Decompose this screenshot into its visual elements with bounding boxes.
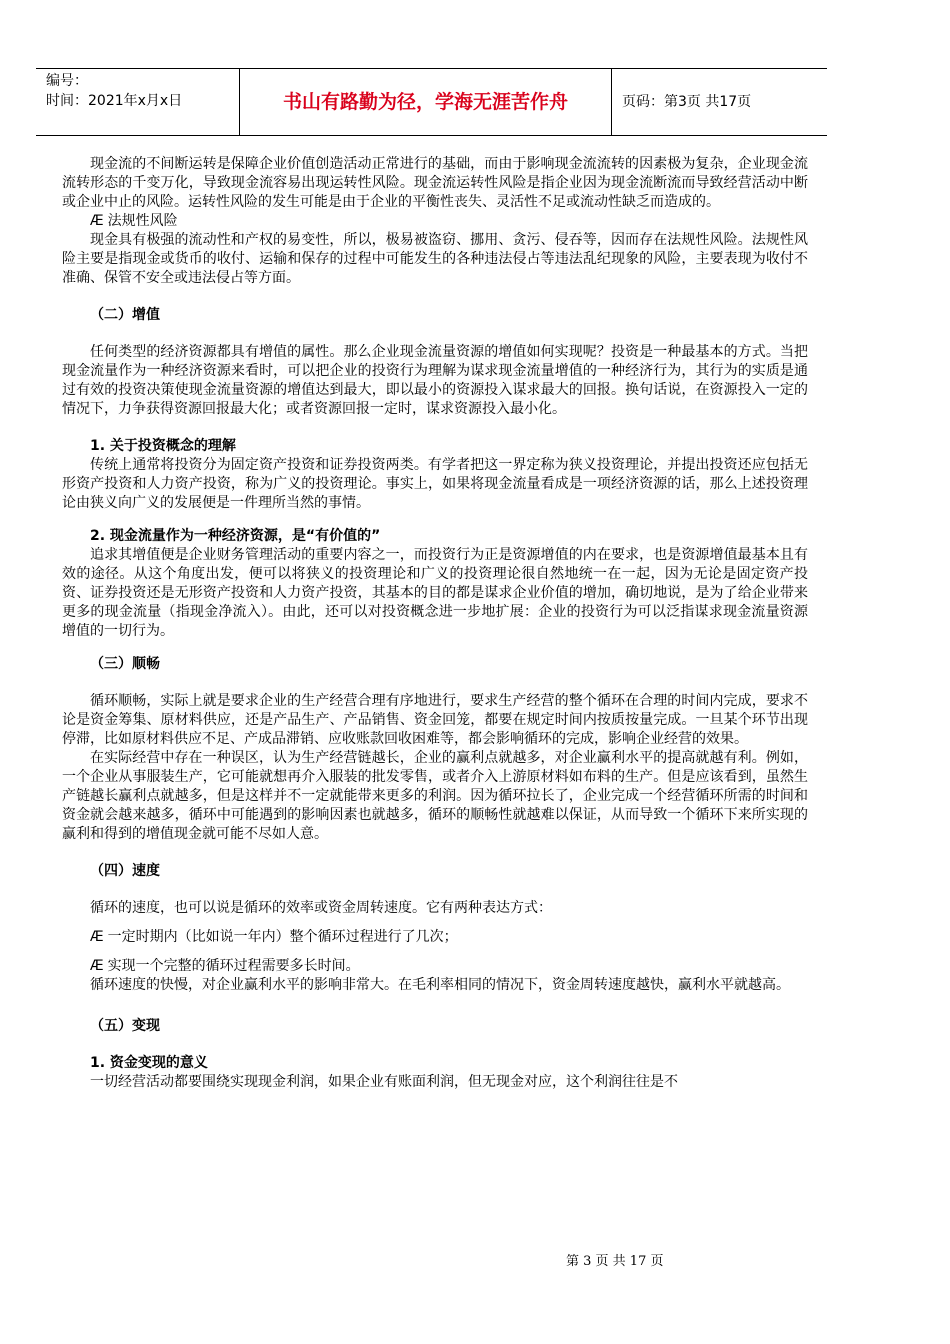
bullet-item [62,212,808,231]
bullet-text: 一定时期内（比如说一年内）整个循环过程进行了几次； [107,929,458,945]
subsection-heading: 1. 关于投资概念的理解 [90,438,236,454]
bullet-icon: Æ [90,929,104,945]
paragraph: 现金具有极强的流动性和产权的易变性，所以，极易被盗窃、挪用、贪污、侵吞等，因而存在法规性风险。法规性风险主要是指现金或货币的收付、运输和保存的过程中可能发生的各种违法侵占等违法乱纪现象的风险，主要表现为收付不准确、保管不安全或违法侵占等方面。 [62,232,808,286]
paragraph: 现金流的不间断运转是保障企业价值创造活动正常进行的基础，而由于影响现金流流转的因素极为复杂，企业现金流流转形态的千变万化，导致现金流容易出现运转性风险。现金流运转性风险是指企业因为现金流断流而导致经营活动中断或企业中止的风险。运转性风险的发生可能是由于企业的平衡性丧失、灵活性不足或流动性缺乏而造成的。 [62,156,808,210]
bullet-item [62,957,808,976]
paragraph: 循环顺畅，实际上就是要求企业的生产经营合理有序地进行，要求生产经营的整个循环在合理的时间内完成，要求不论是资金筹集、原材料供应，还是产品生产、产品销售、资金回笼，都要在规定时间内按质按量完成。一旦某个环节出现停滞，比如原材料供应不足、产成品滞销、应收账款回收困难等，都会影响循环的完成，影响企业经营的效果。 [62,693,808,747]
paragraph: 追求其增值便是企业财务管理活动的重要内容之一，而投资行为正是资源增值的内在要求，也是资源增值最基本且有效的途径。从这个角度出发，便可以将狭义的投资理论和广义的投资理论很自然地统一在一起，因为无论是固定资产投资、证券投资还是无形资产投资和人力资产投资，其基本的目的都是谋求企业价值的增加，确切地说，是为了给企业带来更多的现金流量（指现金净流入）。由此，还可以对投资概念进一步地扩展：企业的投资行为可以泛指谋求现金流量资源增值的一切行为。 [62,547,808,639]
bullet-item [62,928,808,947]
header-meta [36,69,240,135]
subsection-heading: 2. 现金流量作为一种经济资源，是“有价值的” [90,528,381,544]
paragraph: 任何类型的经济资源都具有增值的属性。那么企业现金流量资源的增值如何实现呢？投资是一种最基本的方式。当把现金流量作为一种经济资源来看时，可以把企业的投资行为理解为谋求现金流量增值的一种经济行为，其行为的实质是通过有效的投资决策使现金流量资源的增值达到最大，即以最小的资源投入谋求最大的回报。换句话说，在资源投入一定的情况下，力争获得资源回报最大化；或者资源回报一定时，谋求资源投入最小化。 [62,344,808,417]
paragraph: 在实际经营中存在一种误区，认为生产经营链越长，企业的赢利点就越多，对企业赢利水平的提高就越有利。例如，一个企业从事服装生产，它可能就想再介入服装的批发零售，或者介入上游原材料如布料的生产。但是应该看到，虽然生产链越长赢利点就越多，但是这样并不一定就能带来更多的利润。因为循环拉长了，企业完成一个经营循环所需的时间和资金就会越来越多，循环中可能遇到的影响因素也就越多，循环的顺畅性就越难以保证，从而导致一个循环下来所实现的赢利和得到的增值现金就可能不尽如人意。 [62,750,808,842]
document-body [62,155,808,1092]
header-motto: 书山有路勤为径，学海无涯苦作舟 [240,69,612,135]
section-heading: （五）变现 [90,1018,160,1034]
number-label: 编号： [46,73,88,89]
page-header [36,68,827,136]
bullet-icon: Æ [90,213,104,229]
subsection-heading: 1. 资金变现的意义 [90,1055,208,1071]
paragraph: 一切经营活动都要围绕实现现金利润，如果企业有账面利润，但无现金对应，这个利润往往是不 [90,1074,678,1090]
section-heading: （三）顺畅 [90,656,160,672]
bullet-icon: Æ [90,958,104,974]
paragraph: 循环速度的快慢，对企业赢利水平的影响非常大。在毛利率相同的情况下，资金周转速度越快，赢利水平就越高。 [90,977,790,993]
paragraph: 循环的速度，也可以说是循环的效率或资金周转速度。它有两种表达方式： [90,900,552,916]
section-heading: （四）速度 [90,863,160,879]
header-page-label: 页码：第3页 共17页 [622,94,752,110]
bullet-text: 实现一个完整的循环过程需要多长时间。 [107,958,360,974]
bullet-text: 法规性风险 [107,213,178,229]
time-label: 时间：2021年x月x日 [46,93,183,109]
paragraph: 传统上通常将投资分为固定资产投资和证券投资两类。有学者把这一界定称为狭义投资理论，并提出投资还应包括无形资产投资和人力资产投资，称为广义的投资理论。事实上，如果将现金流量看成是一项经济资源的话，那么上述投资理论由狭义向广义的发展便是一件理所当然的事情。 [62,457,808,511]
footer-page-number: 第 3 页 共 17 页 [566,1254,664,1269]
section-heading: （二）增值 [90,307,160,323]
